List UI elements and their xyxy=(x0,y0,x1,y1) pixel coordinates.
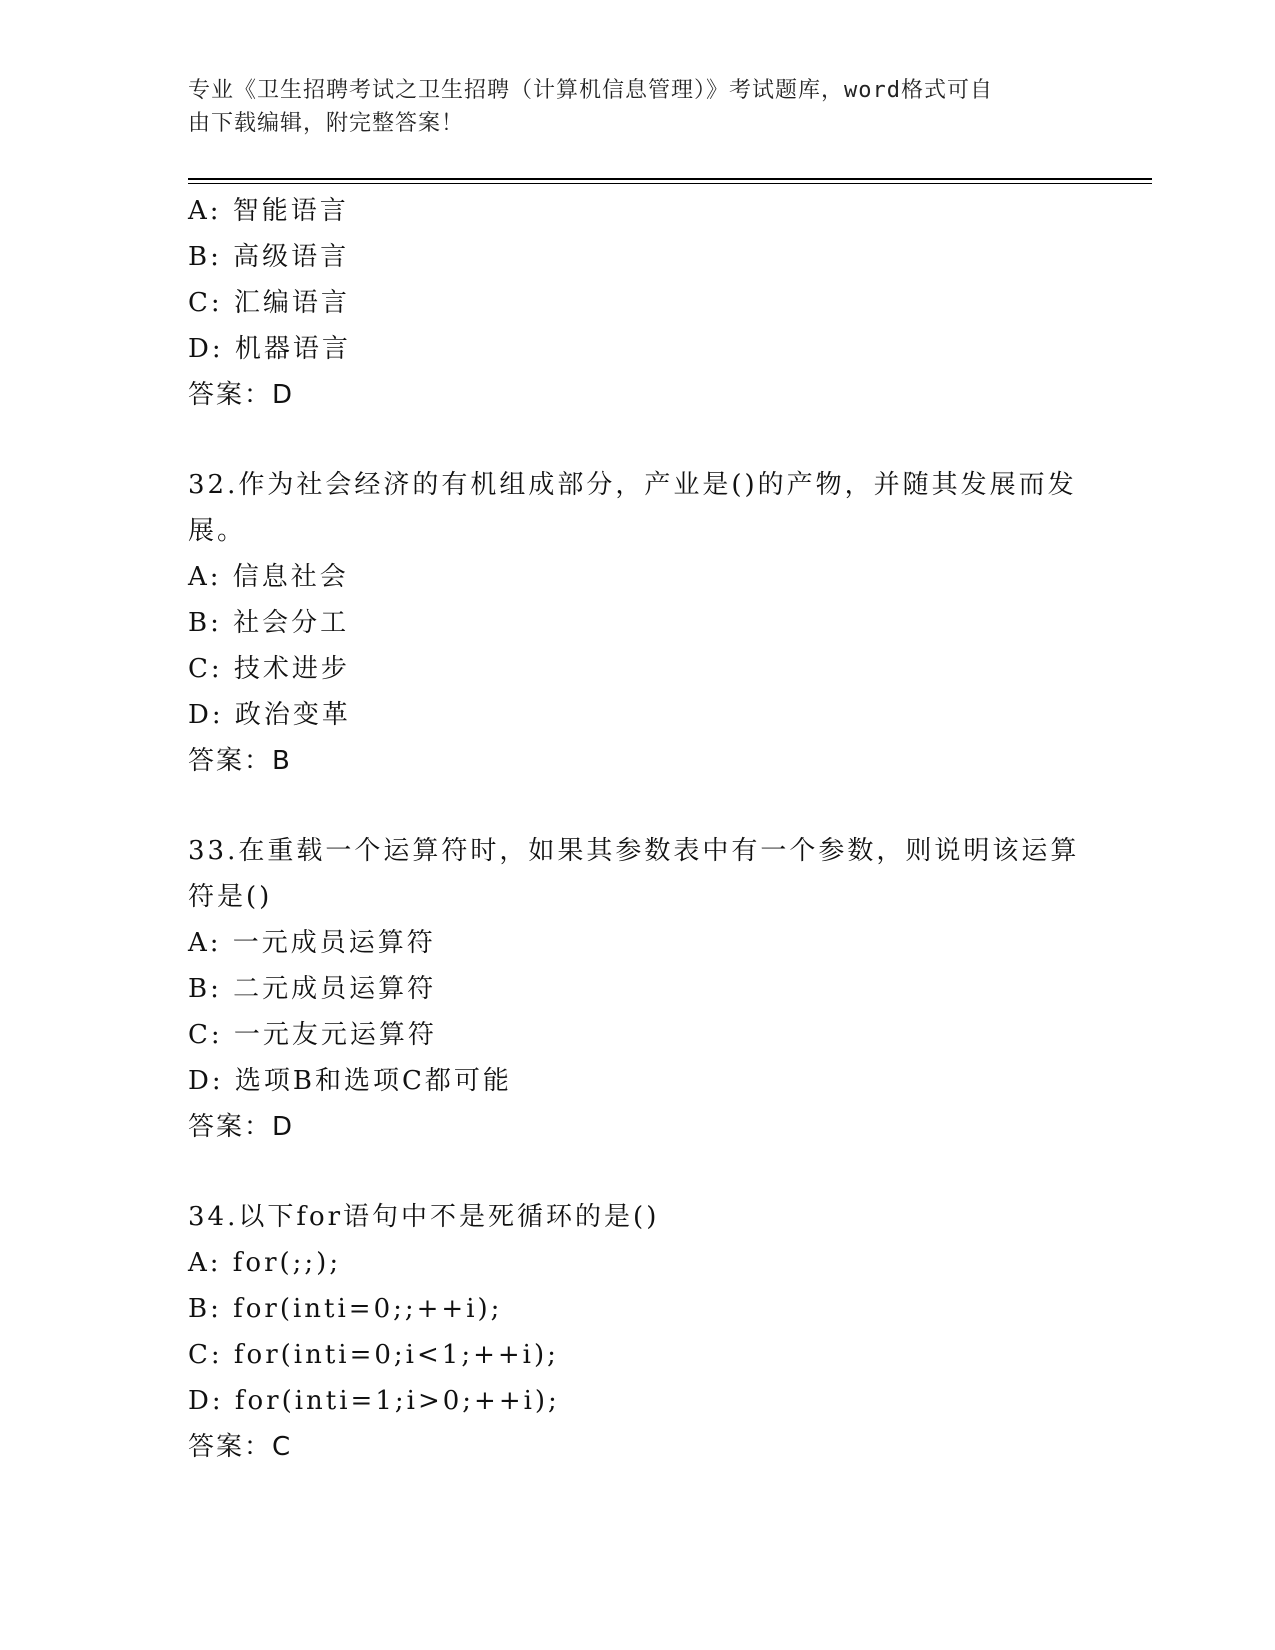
option-c: C: 汇编语言 xyxy=(188,288,350,318)
option-b: B: 社会分工 xyxy=(188,608,350,638)
header-line-2: 由下载编辑，附完整答案！ xyxy=(188,111,465,136)
option-b: B: 高级语言 xyxy=(188,242,350,272)
spacer xyxy=(188,418,1088,462)
question-stem-line-2: 展。 xyxy=(188,516,247,546)
option-b: B: for(inti=0;;++i); xyxy=(188,1294,503,1324)
option-a: A: for(;;); xyxy=(188,1248,342,1278)
question-32 xyxy=(188,462,1088,784)
question-stem-line-1: 34.以下for语句中不是死循环的是() xyxy=(188,1202,660,1232)
answer-label: 答案：D xyxy=(188,1112,295,1142)
document-header xyxy=(188,74,1068,140)
question-33 xyxy=(188,828,1088,1150)
option-d: D: 选项B和选项C都可能 xyxy=(188,1066,512,1096)
option-d: D: for(inti=1;i>0;++i); xyxy=(188,1386,560,1416)
answer-label: 答案：D xyxy=(188,380,295,410)
option-d: D: 政治变革 xyxy=(188,700,351,730)
header-divider-thin xyxy=(188,183,1152,184)
option-a: A: 信息社会 xyxy=(188,562,349,592)
option-a: A: 智能语言 xyxy=(188,196,349,226)
question-stem-line-1: 32.作为社会经济的有机组成部分，产业是()的产物，并随其发展而发 xyxy=(188,470,1077,500)
option-c: C: 一元友元运算符 xyxy=(188,1020,437,1050)
spacer xyxy=(188,784,1088,828)
question-31 xyxy=(188,188,1088,418)
question-34 xyxy=(188,1194,1088,1470)
header-line-1: 专业《卫生招聘考试之卫生招聘（计算机信息管理）》考试题库，word格式可自 xyxy=(188,78,993,103)
spacer xyxy=(188,1150,1088,1194)
answer-label: 答案：C xyxy=(188,1432,293,1462)
option-a: A: 一元成员运算符 xyxy=(188,928,436,958)
option-b: B: 二元成员运算符 xyxy=(188,974,437,1004)
question-list xyxy=(188,188,1088,1470)
question-stem-line-1: 33.在重载一个运算符时，如果其参数表中有一个参数，则说明该运算 xyxy=(188,836,1080,866)
option-c: C: 技术进步 xyxy=(188,654,350,684)
answer-label: 答案：B xyxy=(188,746,292,776)
option-c: C: for(inti=0;i<1;++i); xyxy=(188,1340,559,1370)
option-d: D: 机器语言 xyxy=(188,334,351,364)
header-divider-thick xyxy=(188,178,1152,180)
question-stem-line-2: 符是() xyxy=(188,882,273,912)
